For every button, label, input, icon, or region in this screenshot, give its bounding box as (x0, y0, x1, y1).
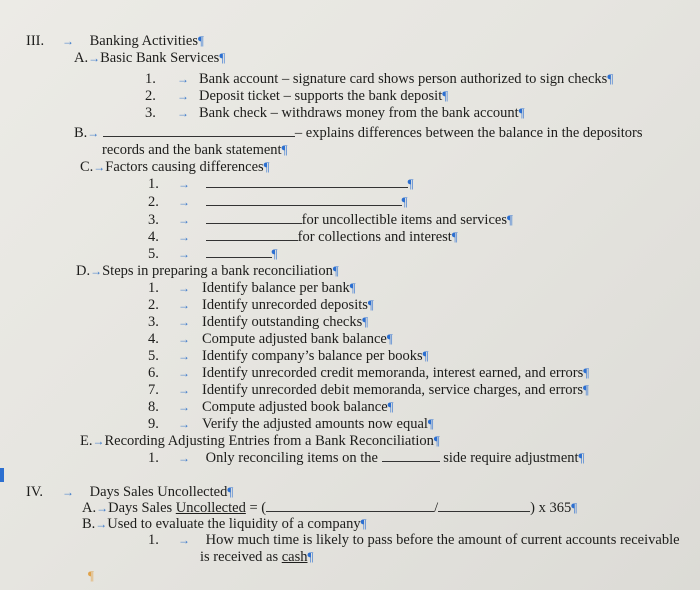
step-item: 7. → Identify unrecorded debit memoranda, service charges, and errors¶ (148, 382, 589, 398)
tab-arrow-icon: → (93, 160, 106, 174)
pilcrow-icon: ¶ (227, 484, 234, 499)
tab-arrow-icon: → (178, 230, 190, 244)
tab-arrow-icon: → (177, 106, 189, 120)
step-item: 8. → Compute adjusted book balance¶ (148, 399, 394, 415)
tab-arrow-icon: → (178, 213, 190, 227)
pilcrow-icon: ¶ (578, 450, 585, 465)
subsection-c: C.→Factors causing differences¶ (80, 159, 270, 175)
tab-arrow-icon: → (178, 400, 190, 414)
list-item: 1. → How much time is likely to pass before the amount of current accounts receivable (148, 532, 680, 548)
pilcrow-icon: ¶ (281, 142, 288, 157)
tab-arrow-icon: → (88, 51, 101, 65)
pilcrow-icon: ¶ (407, 176, 414, 191)
tab-arrow-icon: → (177, 72, 189, 86)
subsection-a: A.→Basic Bank Services¶ (74, 50, 226, 66)
step-item: 3. → Identify outstanding checks¶ (148, 314, 369, 330)
pilcrow-icon: ¶ (583, 365, 590, 380)
tab-arrow-icon: → (62, 34, 74, 48)
pilcrow-icon: ¶ (427, 416, 434, 431)
pilcrow-icon: ¶ (433, 433, 440, 448)
step-item: 4. → Compute adjusted bank balance¶ (148, 331, 393, 347)
list-item: 1. → Only reconciling items on the side require adjustment¶ (148, 450, 585, 466)
pilcrow-icon: ¶ (197, 33, 204, 48)
tab-arrow-icon: → (90, 264, 103, 278)
fill-in-blank (206, 245, 272, 258)
list-item: 2. → ¶ (148, 194, 408, 210)
section-numeral: IV. (26, 484, 44, 500)
tab-arrow-icon: → (178, 298, 190, 312)
list-item: 1. → Bank account – signature card shows person authorized to sign checks¶ (145, 71, 614, 87)
list-item: 3. → Bank check – withdraws money from the bank account¶ (145, 105, 525, 121)
tab-arrow-icon: → (178, 349, 190, 363)
pilcrow-icon: ¶ (367, 297, 374, 312)
pilcrow-icon: ¶ (442, 88, 449, 103)
pilcrow-icon: ¶ (506, 212, 513, 227)
pilcrow-icon: ¶ (607, 71, 614, 86)
list-item: 5. → ¶ (148, 246, 278, 262)
section-numeral: III. (26, 33, 45, 49)
tab-arrow-icon: → (62, 485, 74, 499)
fill-in-blank (206, 175, 408, 188)
step-item: 9. → Verify the adjusted amounts now equal¶ (148, 416, 434, 432)
subsection-iv-b: B.→Used to evaluate the liquidity of a company¶ (82, 516, 367, 532)
pilcrow-icon: ¶ (263, 159, 270, 174)
step-item: 5. → Identify company’s balance per books¶ (148, 348, 429, 364)
section-title: Days Sales Uncollected (89, 484, 228, 500)
fill-in-blank (206, 193, 402, 206)
step-item: 6. → Identify unrecorded credit memoranda, interest earned, and errors¶ (148, 365, 590, 381)
empty-paragraph (88, 567, 94, 585)
subsection-iv-a: A.→Days Sales Uncollected = ( / ) x 365¶ (82, 500, 578, 516)
tab-arrow-icon: → (178, 315, 190, 329)
pilcrow-icon: ¶ (401, 194, 408, 209)
pilcrow-icon: ¶ (88, 568, 94, 583)
list-item-continued: is received as cash¶ (200, 549, 314, 565)
subsection-b: B.→ – explains differences between the balance in the depositors (74, 125, 643, 141)
pilcrow-icon: ¶ (422, 348, 429, 363)
fill-in-blank (103, 124, 295, 137)
tab-arrow-icon: → (178, 281, 190, 295)
tab-arrow-icon: → (178, 332, 190, 346)
tab-arrow-icon: → (178, 247, 190, 261)
pilcrow-icon: ¶ (583, 382, 589, 397)
subsection-d: D.→Steps in preparing a bank reconciliation¶ (76, 263, 339, 279)
pilcrow-icon: ¶ (571, 500, 578, 515)
pilcrow-icon: ¶ (271, 246, 278, 261)
pilcrow-icon: ¶ (307, 549, 314, 564)
subsection-b-continued: records and the bank statement¶ (102, 142, 288, 158)
tab-arrow-icon: → (87, 126, 100, 140)
list-item: 3. → for uncollectible items and services¶ (148, 212, 513, 228)
fill-in-blank (382, 449, 440, 462)
tab-arrow-icon: → (92, 434, 105, 448)
list-item: 2. → Deposit ticket – supports the bank deposit¶ (145, 88, 449, 104)
pilcrow-icon: ¶ (387, 399, 394, 414)
pilcrow-icon: ¶ (332, 263, 339, 278)
tab-arrow-icon: → (178, 383, 190, 397)
pilcrow-icon: ¶ (362, 314, 369, 329)
fill-in-blank (206, 211, 302, 224)
step-item: 1. → Identify balance per bank¶ (148, 280, 356, 296)
pilcrow-icon: ¶ (219, 50, 226, 65)
section-title: Banking Activities (89, 33, 198, 49)
fill-in-blank (206, 228, 298, 241)
tab-arrow-icon: → (96, 501, 109, 515)
margin-marker (0, 468, 4, 482)
tab-arrow-icon: → (178, 417, 190, 431)
fill-in-blank (438, 499, 530, 512)
tab-arrow-icon: → (178, 533, 190, 547)
list-item: 1. → ¶ (148, 176, 414, 192)
tab-arrow-icon: → (178, 195, 190, 209)
tab-arrow-icon: → (95, 517, 108, 531)
pilcrow-icon: ¶ (451, 229, 458, 244)
pilcrow-icon: ¶ (360, 516, 367, 531)
step-item: 2. → Identify unrecorded deposits¶ (148, 297, 374, 313)
list-item: 4. → for collections and interest¶ (148, 229, 458, 245)
pilcrow-icon: ¶ (518, 105, 525, 120)
pilcrow-icon: ¶ (349, 280, 356, 295)
section-heading-iii (26, 32, 204, 50)
tab-arrow-icon: → (177, 89, 189, 103)
pilcrow-icon: ¶ (386, 331, 393, 346)
tab-arrow-icon: → (178, 177, 190, 191)
tab-arrow-icon: → (178, 366, 190, 380)
fill-in-blank (266, 499, 434, 512)
subsection-e: E.→Recording Adjusting Entries from a Bank Reconciliation¶ (80, 433, 440, 449)
tab-arrow-icon: → (178, 451, 190, 465)
